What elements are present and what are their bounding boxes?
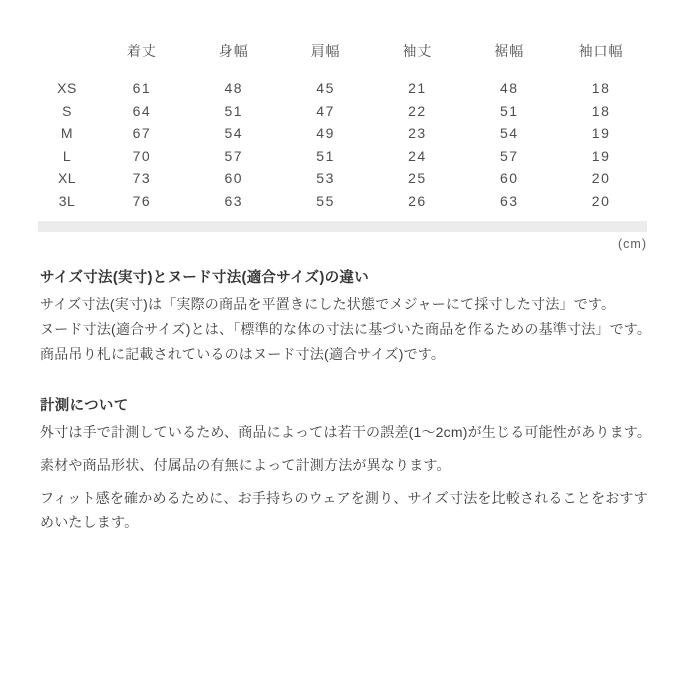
table-cell: 48	[499, 80, 519, 97]
table-cell: 18	[591, 80, 611, 97]
table-cell: 45	[316, 80, 335, 97]
table-cell: 60	[499, 170, 519, 187]
table-cell: 23	[408, 125, 427, 142]
table-cell: 67	[132, 125, 152, 142]
section-paragraph: 商品吊り札に記載されているのはヌード寸法(適合サイズ)です。	[40, 346, 446, 362]
size-label: L	[62, 147, 72, 164]
table-cell: 26	[408, 192, 427, 209]
table-row-m	[38, 122, 647, 145]
column-header-hem-width: 裾幅	[494, 43, 525, 59]
table-cell: 47	[316, 102, 335, 119]
size-label: S	[62, 102, 72, 119]
section-paragraph: 素材や商品形状、付属品の有無によって計測方法が異なります。	[40, 457, 451, 473]
table-cell: 19	[591, 147, 611, 164]
table-cell: 64	[132, 102, 152, 119]
section-title: 計測について	[40, 398, 129, 414]
size-column-header-empty	[38, 38, 96, 77]
size-label: M	[60, 125, 74, 142]
table-row-xl	[38, 167, 647, 190]
table-cell: 20	[591, 170, 611, 187]
table-cell: 22	[408, 102, 427, 119]
table-cell: 60	[224, 170, 244, 187]
section-title: サイズ寸法(実寸)とヌード寸法(適合サイズ)の違い	[40, 270, 369, 286]
table-cell: 51	[499, 102, 519, 119]
notes-area	[0, 266, 680, 534]
table-cell: 61	[132, 80, 152, 97]
section-paragraph: サイズ寸法(実寸)は「実際の商品を平置きにした状態でメジャーにて採寸した寸法」です。	[40, 296, 616, 312]
table-row-3l	[38, 190, 647, 213]
section-measurement	[40, 394, 652, 534]
size-table	[38, 38, 647, 212]
section-paragraph: 外寸は手で計測しているため、商品によっては若干の誤差(1〜2cm)が生じる可能性があります。	[40, 424, 652, 440]
table-cell: 70	[132, 147, 152, 164]
size-label: XL	[57, 170, 77, 187]
table-cell: 63	[224, 192, 244, 209]
table-cell: 73	[132, 170, 152, 187]
table-cell: 21	[408, 80, 427, 97]
column-header-length: 着丈	[126, 43, 157, 59]
table-cell: 51	[316, 147, 335, 164]
table-cell: 63	[499, 192, 519, 209]
table-cell: 20	[591, 192, 611, 209]
table-cell: 54	[499, 125, 519, 142]
size-table-header-row	[38, 38, 647, 77]
section-paragraph: ヌード寸法(適合サイズ)とは、「標準的な体の寸法に基づいた商品を作るための基準寸法」です。	[40, 321, 652, 337]
table-cell: 54	[224, 125, 244, 142]
table-cell: 53	[316, 170, 335, 187]
table-row-s	[38, 100, 647, 123]
table-cell: 51	[224, 102, 244, 119]
size-label: 3L	[58, 192, 76, 209]
table-cell: 24	[408, 147, 427, 164]
table-cell: 25	[408, 170, 427, 187]
column-header-body-width: 身幅	[218, 43, 249, 59]
section-size-definition	[40, 266, 652, 367]
size-label: XS	[57, 80, 77, 97]
column-header-cuff-width: 袖口幅	[578, 43, 624, 59]
size-table-container	[0, 0, 680, 212]
table-cell: 19	[591, 125, 611, 142]
unit-note: (cm)	[618, 237, 647, 251]
table-cell: 18	[591, 102, 611, 119]
section-paragraph: フィット感を確かめるために、お手持ちのウェアを測り、サイズ寸法を比較されることをおすすめいたします。	[40, 490, 648, 530]
table-row-xs	[38, 77, 647, 100]
table-cell: 57	[499, 147, 519, 164]
table-cell: 49	[316, 125, 335, 142]
table-cell: 48	[224, 80, 244, 97]
table-cell: 57	[224, 147, 244, 164]
table-row-l	[38, 145, 647, 168]
table-cell: 76	[132, 192, 152, 209]
table-cell: 55	[316, 192, 335, 209]
column-header-sleeve-length: 袖丈	[402, 43, 433, 59]
column-header-shoulder-width: 肩幅	[310, 43, 341, 59]
horizontal-scrollbar[interactable]	[38, 221, 647, 232]
